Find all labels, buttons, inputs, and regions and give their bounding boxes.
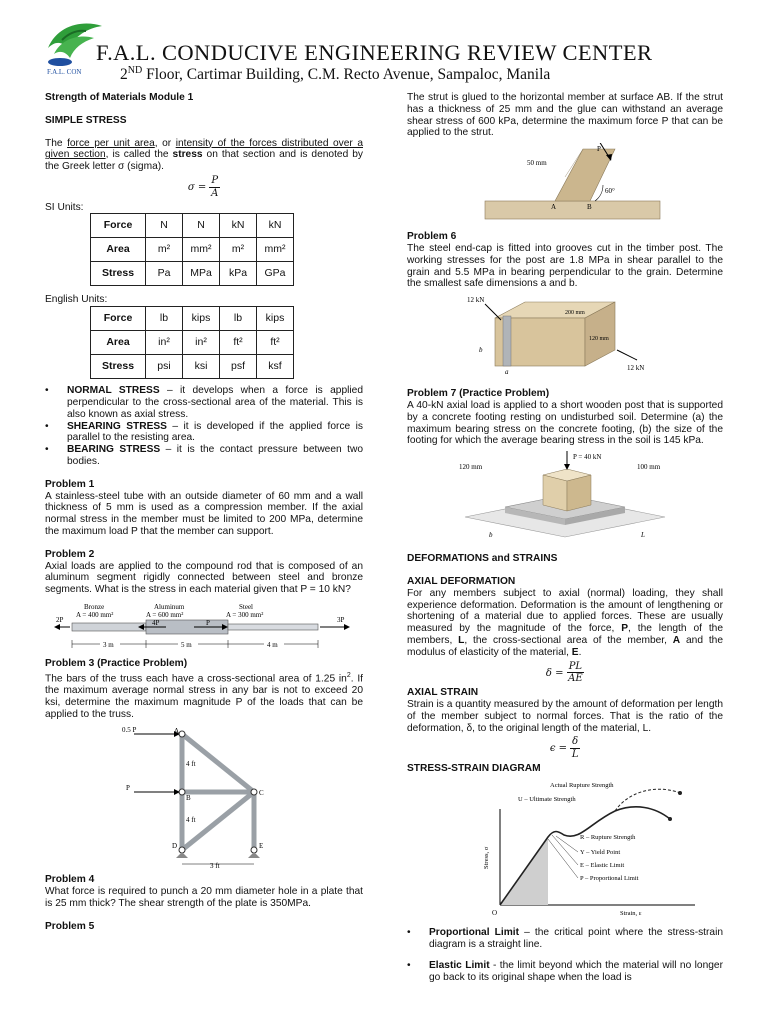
bronze-label: Bronze — [84, 602, 105, 611]
table-cell: Pa — [146, 262, 183, 286]
load-label: 3P — [337, 615, 345, 624]
point-label: B — [587, 203, 592, 212]
table-cell: m² — [220, 238, 257, 262]
steel-label: Steel — [239, 602, 253, 611]
problem-title: Problem 2 — [45, 548, 95, 560]
table-cell: Stress — [91, 355, 146, 379]
problem-title: Problem 1 — [45, 478, 95, 490]
table-cell: kN — [220, 214, 257, 238]
dim-label: 3 ft — [210, 862, 220, 871]
diagram-label: U – Ultimate Strength — [518, 795, 576, 803]
axial-deformation-text: For any members subject to axial (normal) loading, they shall experience deformation. Deformation is the amount of lengthening or shortening of a material due to applied forces. These are usually measured by the magnitude of the force, P, the length of the members, L, the cross-sectional area of the member, A and the modulus of elasticity of the material, E. — [407, 587, 724, 658]
dim-label: 200 mm — [565, 310, 585, 317]
compound-rod-figure — [54, 600, 354, 650]
axis-label: Strain, ε — [620, 909, 642, 917]
length-label: 5 m — [181, 640, 192, 649]
table-cell: psf — [220, 355, 257, 379]
load-label: 12 kN — [627, 364, 645, 373]
table-cell: ft² — [257, 331, 294, 355]
right-column — [407, 92, 723, 994]
si-units-table — [90, 213, 294, 286]
problem-title: Problem 6 — [407, 231, 457, 243]
diagram-label: Y – Yield Point — [580, 848, 621, 856]
table-cell: lb — [220, 307, 257, 331]
left-column — [45, 92, 363, 932]
table-cell: ksi — [183, 355, 220, 379]
table-cell: N — [183, 214, 220, 238]
load-label: 12 kN — [467, 296, 485, 305]
english-label: English Units: — [45, 294, 108, 306]
stress-equation: σ = $\frac{P}{A}$ — [187, 174, 219, 199]
dim-label: 100 mm — [637, 463, 661, 472]
table-cell: Stress — [91, 262, 146, 286]
table-cell: kips — [183, 307, 220, 331]
english-units-table — [90, 306, 294, 379]
limits-list — [407, 927, 723, 984]
table-row — [91, 307, 294, 331]
diagram-label: R – Rupture Strength — [580, 833, 636, 841]
table-cell: Force — [91, 214, 146, 238]
footing-figure — [445, 451, 685, 541]
table-cell: ksf — [257, 355, 294, 379]
list-item: • SHEARING STRESS – it is developed if the applied force is parallel to the resisting area. — [45, 421, 363, 445]
table-cell: psi — [146, 355, 183, 379]
table-row — [91, 238, 294, 262]
subsection-heading: AXIAL STRAIN — [407, 687, 479, 699]
dim-label: L — [641, 531, 645, 540]
stress-types-list — [45, 385, 363, 468]
module-title: Strength of Materials Module 1 — [45, 92, 194, 103]
table-row — [91, 355, 294, 379]
stress-definition: The force per unit area, or intensity of the forces distributed over a given section, is called the stress on that section and is denoted by the Greek letter σ (sigma). — [45, 137, 363, 173]
table-cell: MPa — [183, 262, 220, 286]
list-item: • NORMAL STRESS – it develops when a force is applied perpendicular to the cross-sectional area of the material. This is also known as axial stress. — [45, 385, 363, 420]
table-cell: GPa — [257, 262, 294, 286]
problem-title: Problem 3 (Practice Problem) — [45, 657, 188, 669]
diagram-label: P – Proportional Limit — [580, 874, 639, 882]
timber-post-figure — [465, 294, 665, 378]
table-cell: Area — [91, 238, 146, 262]
load-label: 2P — [56, 615, 64, 624]
node-label: A — [174, 727, 180, 736]
stress-strain-diagram — [430, 779, 700, 919]
table-cell: in² — [146, 331, 183, 355]
problem-text: The strut is glued to the horizontal member at surface AB. If the strut has a thickness of 25 mm and the glue can withstand an average shear stress of 600 kPa, determine the maximum force P that can be applied to the strut. — [407, 92, 723, 139]
axial-strain-text: Strain is a quantity measured by the amount of deformation per length of the member subject to normal forces. That is the ratio of the deformation, δ, to the original length of the material, L. — [407, 698, 723, 734]
problem-text: A stainless-steel tube with an outside diameter of 60 mm and a wall thickness of 5 mm is used as a compression member. If the axial normal stress in the member must be limited to 200 MPa, determine the maximum load P that the member can support. — [45, 490, 363, 537]
table-cell: Area — [91, 331, 146, 355]
table-row — [91, 262, 294, 286]
diagram-label: E – Elastic Limit — [580, 861, 625, 869]
load-label: 0.5 P — [122, 726, 137, 735]
table-cell: N — [146, 214, 183, 238]
table-cell: mm² — [257, 238, 294, 262]
problem-title: Problem 5 — [45, 920, 95, 932]
node-label: E — [259, 842, 264, 851]
table-cell: Force — [91, 307, 146, 331]
problem-text: The steel end-cap is fitted into grooves cut in the timber post. The working stresses for the post are 1.8 MPa in shear parallel to the grain and 5.5 MPa in bearing perpendicular to the grain. Determine the smallest safe dimensions a and b. — [407, 242, 723, 290]
list-item: • Proportional Limit – the critical point where the stress-strain diagram is a straight line. — [407, 927, 723, 951]
list-item: • Elastic Limit - the limit beyond which the material will no longer go back to its original shape when the load is — [407, 960, 723, 984]
load-label: P — [126, 784, 130, 793]
problem-text: What force is required to punch a 20 mm diameter hole in a plate that is 25 mm thick? The shear strength of the plate is 350MPa. — [45, 886, 363, 909]
node-label: B — [186, 794, 191, 803]
strain-equation: ϵ = $\frac{\delta}{L}$ — [549, 736, 579, 761]
table-row — [91, 331, 294, 355]
diagram-label: Actual Rupture Strength — [550, 781, 614, 789]
dim-label: 120 mm — [459, 463, 483, 472]
problem-title: Problem 4 — [45, 874, 95, 886]
load-label: P — [206, 618, 210, 627]
axis-label: Stress, σ — [483, 846, 490, 869]
table-cell: in² — [183, 331, 220, 355]
table-cell: kips — [257, 307, 294, 331]
section-heading: SIMPLE STRESS — [45, 114, 127, 126]
table-cell: ft² — [220, 331, 257, 355]
table-row — [91, 214, 294, 238]
table-cell: m² — [146, 238, 183, 262]
problem-text: Axial loads are applied to the compound rod that is composed of an aluminum segment rigidly connected between steel and bronze segments. What is the stress in each material given that P = 10 kN? — [45, 560, 363, 596]
aluminum-label: Aluminum — [154, 602, 185, 611]
table-cell: lb — [146, 307, 183, 331]
dim-label: a — [505, 368, 509, 377]
length-label: 3 m — [103, 640, 114, 649]
length-label: 4 m — [267, 640, 278, 649]
force-label: P — [597, 145, 601, 154]
table-cell: kN — [257, 214, 294, 238]
load-label: P = 40 kN — [573, 453, 602, 462]
load-label: 4P — [152, 618, 160, 627]
node-label: C — [259, 789, 264, 798]
address: 2ND Floor, Cartimar Building, C.M. Recto Avenue, Sampaloc, Manila — [120, 65, 551, 84]
dim-label: 4 ft — [186, 816, 196, 825]
dim-label: b — [479, 346, 483, 355]
table-cell: mm² — [183, 238, 220, 262]
dim-label: 4 ft — [186, 760, 196, 769]
dim-label: 120 mm — [589, 336, 609, 343]
strut-figure — [465, 143, 665, 227]
subsection-heading: AXIAL DEFORMATION — [407, 575, 516, 587]
angle-label: 60° — [605, 187, 615, 196]
problem-text: The bars of the truss each have a cross-sectional area of 1.25 $in^2$. If the maximum average normal stress in any bar is not to exceed 20 ksi, determine the maximum magnitude P of the loads that can be applied to the truss. — [45, 671, 363, 720]
dim-label: 50 mm — [527, 159, 547, 168]
truss-figure — [104, 724, 304, 870]
problem-title: Problem 7 (Practice Problem) — [407, 388, 550, 400]
list-item: • BEARING STRESS – it is the contact pressure between two bodies. — [45, 444, 363, 468]
origin-label: O — [492, 908, 498, 917]
node-label: D — [172, 842, 178, 851]
problem-text: A 40-kN axial load is applied to a short wooden post that is supported by a concrete footing resting on undisturbed soil. Determine (a) the maximum bearing stress on the concrete footing, (b) the size of the footing for which the average bearing stress in the soil is 145 kPa. — [407, 399, 723, 447]
si-label: SI Units: — [45, 201, 84, 213]
bronze-area: A = 400 mm² — [76, 610, 114, 619]
steel-area: A = 300 mm² — [226, 610, 264, 619]
subsection-heading: STRESS-STRAIN DIAGRAM — [407, 762, 541, 774]
deformation-equation: δ = $\frac{PL}{AE}$ — [545, 660, 583, 685]
aluminum-area: A = 600 mm² — [146, 610, 184, 619]
point-label: A — [551, 203, 557, 212]
page-title: F.A.L. CONDUCIVE ENGINEERING REVIEW CENTER — [96, 40, 653, 65]
logo-text: F.A.L. CON — [47, 68, 82, 76]
table-cell: kPa — [220, 262, 257, 286]
section-heading: DEFORMATIONS and STRAINS — [407, 553, 558, 565]
dim-label: b — [489, 531, 493, 540]
